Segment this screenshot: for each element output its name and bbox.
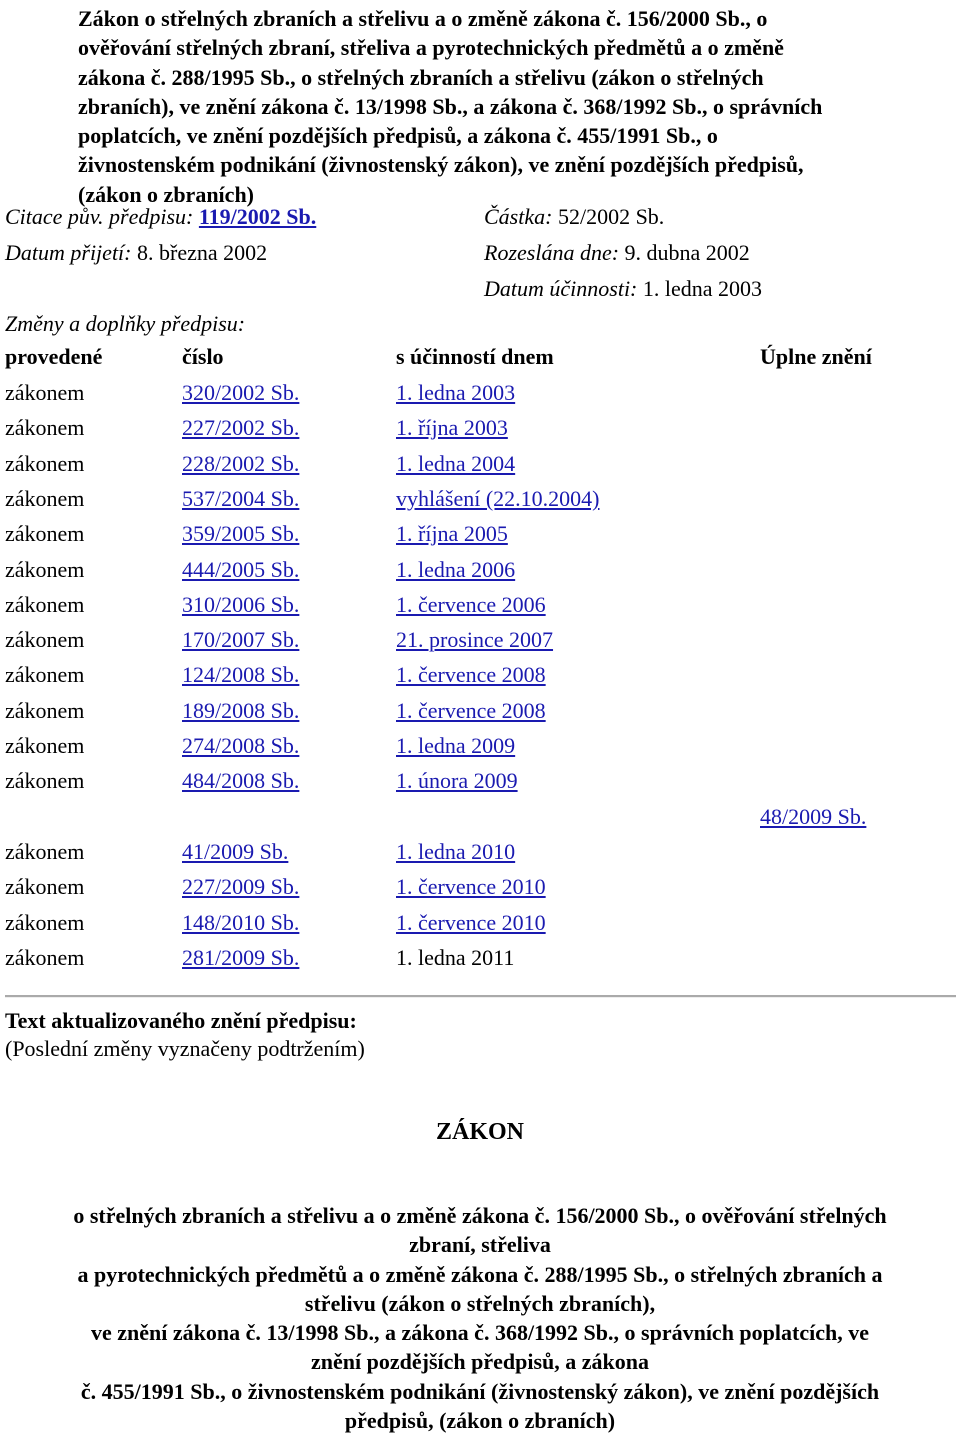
amendment-type: zákonem	[5, 839, 85, 864]
published-value: 9. dubna 2002	[624, 240, 750, 265]
amendment-date-link[interactable]: 1. července 2008	[396, 662, 546, 687]
published-label: Rozeslána dne:	[484, 240, 620, 265]
amendment-type: zákonem	[5, 945, 85, 970]
law-subtitle	[0, 1201, 960, 1435]
law-title: ZÁKON	[435, 1119, 524, 1145]
published-row	[484, 240, 750, 266]
amendment-number-link[interactable]: 227/2002 Sb.	[182, 415, 300, 440]
citation-row	[5, 204, 316, 230]
amendment-date-link[interactable]: 1. července 2010	[396, 874, 546, 899]
amendment-type: zákonem	[5, 451, 85, 476]
amendment-number-link[interactable]: 148/2010 Sb.	[182, 910, 300, 935]
amendment-number-link[interactable]: 124/2008 Sb.	[182, 662, 300, 687]
amendment-date-link[interactable]: 1. ledna 2003	[396, 380, 516, 405]
law-subtitle-line: č. 455/1991 Sb., o živnostenském podnikání (živnostenský zákon), ve znění pozdějších	[80, 1378, 880, 1404]
amendment-type: zákonem	[5, 733, 85, 758]
amendment-type: zákonem	[5, 380, 85, 405]
amendment-type: zákonem	[5, 698, 85, 723]
amendment-type: zákonem	[5, 627, 85, 652]
col-header-provedene: provedené	[5, 344, 103, 369]
title-line: poplatcích, ve znění pozdějších předpisů, a zákona č. 455/1991 Sb., o	[78, 123, 718, 149]
amendment-type: zákonem	[5, 662, 85, 687]
amendment-date-link[interactable]: 1. ledna 2004	[396, 451, 516, 476]
amendment-date-link[interactable]: 1. ledna 2010	[396, 839, 516, 864]
effective-row	[484, 276, 762, 302]
amendment-type: zákonem	[5, 910, 85, 935]
amendment-number-link[interactable]: 228/2002 Sb.	[182, 451, 300, 476]
amendment-number-link[interactable]: 320/2002 Sb.	[182, 380, 300, 405]
amendment-number-link[interactable]: 310/2006 Sb.	[182, 592, 300, 617]
col-header-uplne-zneni: Úplne znění	[760, 344, 872, 369]
amendment-date: 1. ledna 2011	[396, 945, 515, 970]
part-row	[484, 204, 664, 230]
law-subtitle-line: zbraní, střeliva	[409, 1232, 551, 1258]
amendment-type: zákonem	[5, 557, 85, 582]
amendment-date-link[interactable]: 1. února 2009	[396, 768, 518, 793]
title-line: zákona č. 288/1995 Sb., o střelných zbraních a střelivu (zákon o střelných	[78, 64, 764, 90]
effective-value: 1. ledna 2003	[642, 276, 763, 301]
amendment-date-link[interactable]: 1. července 2006	[396, 592, 546, 617]
amendment-number-link[interactable]: 41/2009 Sb.	[182, 839, 289, 864]
law-subtitle-line: předpisů, (zákon o zbraních)	[344, 1408, 616, 1434]
amendments-label: Změny a doplňky předpisu:	[5, 311, 246, 336]
amendment-number-link[interactable]: 170/2007 Sb.	[182, 627, 300, 652]
title-line: živnostenském podnikání (živnostenský zákon), ve znění pozdějších předpisů,	[78, 152, 804, 178]
amendment-date-link[interactable]: 21. prosince 2007	[396, 627, 554, 652]
amendment-number-link[interactable]: 359/2005 Sb.	[182, 521, 300, 546]
col-header-ucinnost: s účinností dnem	[396, 344, 554, 369]
amendment-type: zákonem	[5, 521, 85, 546]
document-title	[78, 4, 938, 209]
amendment-number-link[interactable]: 444/2005 Sb.	[182, 557, 300, 582]
amendment-number-link[interactable]: 281/2009 Sb.	[182, 945, 300, 970]
amendment-date-link[interactable]: 1. ledna 2009	[396, 733, 516, 758]
law-subtitle-line: ve znění zákona č. 13/1998 Sb., a zákona č. 368/1992 Sb., o správních poplatcích, ve	[90, 1320, 869, 1346]
full-text-link[interactable]: 48/2009 Sb.	[760, 804, 867, 829]
amendment-date-link[interactable]: vyhlášení (22.10.2004)	[396, 486, 600, 511]
text-heading: Text aktualizovaného znění předpisu:	[5, 1008, 357, 1033]
text-note: (Poslední změny vyznačeny podtržením)	[5, 1036, 365, 1061]
amendment-date-link[interactable]: 1. října 2003	[396, 415, 508, 440]
title-line: (zákon o zbraních)	[78, 181, 254, 207]
adoption-row	[5, 240, 267, 266]
amendment-number-link[interactable]: 227/2009 Sb.	[182, 874, 300, 899]
amendment-date-link[interactable]: 1. ledna 2006	[396, 557, 516, 582]
adoption-label: Datum přijetí:	[5, 240, 132, 265]
amendment-date-link[interactable]: 1. října 2005	[396, 521, 508, 546]
law-subtitle-line: střelivu (zákon o střelných zbraních),	[304, 1290, 656, 1316]
amendment-type: zákonem	[5, 592, 85, 617]
section-divider	[5, 995, 956, 998]
part-label: Částka:	[484, 204, 553, 229]
citation-link[interactable]: 119/2002 Sb.	[198, 204, 317, 229]
amendment-date-link[interactable]: 1. července 2008	[396, 698, 546, 723]
amendment-type: zákonem	[5, 415, 85, 440]
amendment-number-link[interactable]: 274/2008 Sb.	[182, 733, 300, 758]
amendments-heading	[5, 311, 245, 337]
part-value: 52/2002 Sb.	[557, 204, 665, 229]
amendment-number-link[interactable]: 189/2008 Sb.	[182, 698, 300, 723]
title-line: zbraních), ve znění zákona č. 13/1998 Sb., a zákona č. 368/1992 Sb., o správních	[78, 93, 823, 119]
law-subtitle-line: znění pozdějších předpisů, a zákona	[311, 1349, 649, 1375]
amendment-type: zákonem	[5, 874, 85, 899]
amendment-number-link[interactable]: 537/2004 Sb.	[182, 486, 300, 511]
title-line: ověřování střelných zbraní, střeliva a pyrotechnických předmětů a o změně	[78, 35, 784, 61]
amendment-number-link[interactable]: 484/2008 Sb.	[182, 768, 300, 793]
law-subtitle-line: a pyrotechnických předmětů a o změně zákona č. 288/1995 Sb., o střelných zbraních a	[77, 1261, 883, 1287]
citation-label: Citace pův. předpisu:	[5, 204, 194, 229]
title-line: Zákon o střelných zbraních a střelivu a o změně zákona č. 156/2000 Sb., o	[78, 6, 768, 31]
amendment-date-link[interactable]: 1. července 2010	[396, 910, 546, 935]
law-subtitle-line: o střelných zbraních a střelivu a o změně zákona č. 156/2000 Sb., o ověřování střelných	[73, 1203, 887, 1228]
amendment-type: zákonem	[5, 486, 85, 511]
adoption-value: 8. března 2002	[137, 240, 268, 265]
amendment-type: zákonem	[5, 768, 85, 793]
col-header-cislo: číslo	[182, 344, 224, 369]
effective-label: Datum účinnosti:	[484, 276, 638, 301]
